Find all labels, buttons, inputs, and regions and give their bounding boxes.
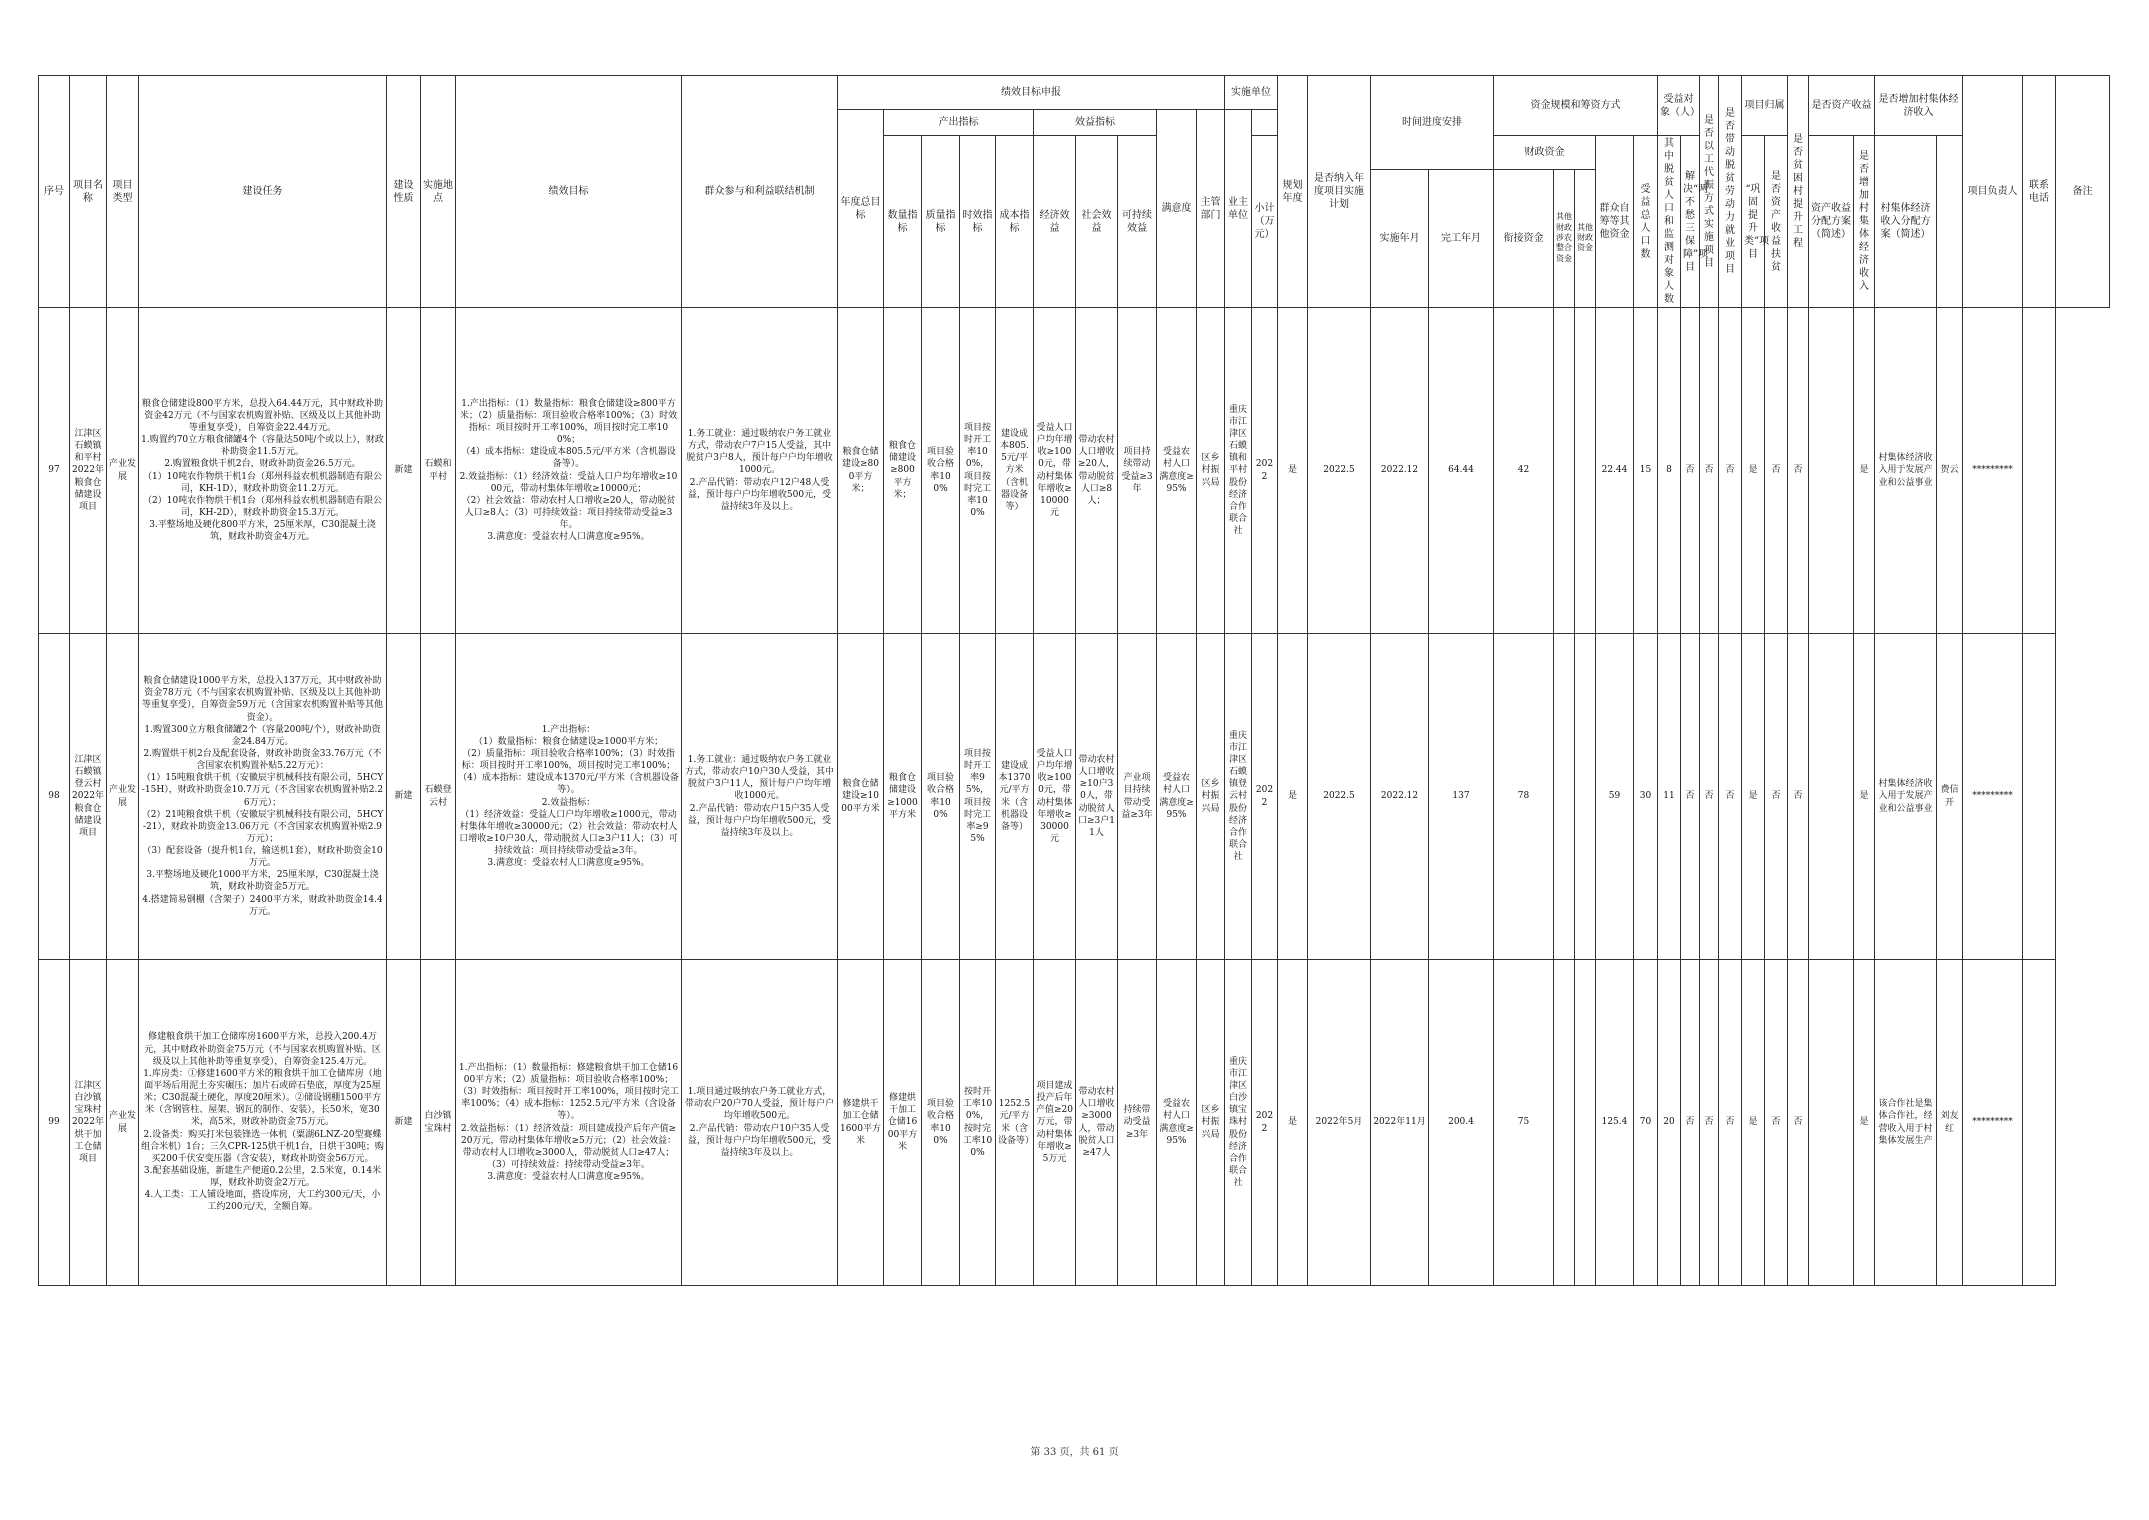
- cell-timeliness: 按时开工率100%，按时完工率100%: [960, 960, 996, 1286]
- cell-supervisor: 区乡村振兴局: [1197, 634, 1225, 960]
- cell-performance-target: 1.产出指标：（1）数量指标：粮食仓储建设≥800平方米；（2）质量指标：项目验收合格率100%；（3）时效指标：项目按时开工率100%，项目按时完工率100%； （4）成本指标：建设成本805.5元/平方米（含机器设备等）。 2.效益指标：（1）经济效益：受益人口户均年增收≥1000元，带动村集体年增收≥10000元； （2）社会效益：带动农村人口增收≥20人，带动脱贫人口≥8人；（3）可持续效益：项目持续带动受益≥3年。 3.满意度：受益农村人口满意度≥95%。: [456, 308, 682, 634]
- cell-consolidate: 是: [1742, 634, 1765, 960]
- cell-quality: 项目验收合格率100%: [922, 634, 960, 960]
- cell-other-fiscal: [1575, 308, 1596, 634]
- hdr-asset-income: 是否资产收益: [1809, 76, 1875, 136]
- cell-remarks: [2023, 634, 2056, 960]
- hdr-village-income: 是否增加村集体经济收入: [1875, 76, 1963, 136]
- table-row: [39, 634, 2110, 960]
- hdr-cost: 成本指标: [996, 136, 1034, 308]
- cell-economic: 项目建成投产后年产值≥20万元，带动村集体年增收≥5万元: [1034, 960, 1076, 1286]
- hdr-impl-unit: 实施单位: [1225, 76, 1278, 110]
- cell-manager: 费信开: [1937, 634, 1963, 960]
- cell-construction-task: 修建粮食烘干加工仓储库房1600平方米，总投入200.4万元，其中财政补助资金75万元（不与国家农机购置补贴、区级及以上其他补助等重复享受），自筹资金125.4万元。 1.库房类：①修建1600平方米的粮食烘干加工仓储库房（地面平场后用泥土夯实碾压；加片石或碎石垫底，厚度为25厘米；C30混凝土硬化，厚度20厘米）。②储设钢棚1500平方米（含钢管柱、屋架、钢瓦的制作、安装），长50米，宽30米，高5米，财政补助资金75万元。 2.设备类：购买打米包装锋选一体机（粟湖6LNZ-20型赛蝶组合米机）1台；三久CPR-125烘干机1台，日烘干30吨；购买200千伏安变压器（含安装），财政补助资金56万元。 3.配套基础设施，新建生产便道0.2公里，2.5米宽，0.14米厚，财政补助资金2万元。 4.人工类：工人铺设地面，搭设库房，大工约300元/天，小工约200元/天，全额自筹。: [139, 960, 387, 1286]
- cell-project-name: 江津区石蟆镇登云村2022年粮食仓储建设项目: [70, 634, 107, 960]
- cell-asset-plan: [1809, 308, 1854, 634]
- cell-two-worries: 否: [1719, 960, 1742, 1286]
- cell-work-relief: 否: [1681, 308, 1700, 634]
- cell-project-type: 产业发展: [107, 308, 139, 634]
- cell-owner: 重庆市江津区石蟆镇和平村股份经济合作联合社: [1225, 308, 1252, 634]
- hdr-mass-participation: 群众参与和利益联结机制: [682, 76, 838, 308]
- cell-sustainable: 持续带动受益≥3年: [1118, 960, 1157, 1286]
- cell-project-name: 江津区白沙镇宝珠村2022年烘干加工仓储项目: [70, 960, 107, 1286]
- cell-supervisor: 区乡村振兴局: [1197, 960, 1225, 1286]
- cell-self-raised: 125.4: [1596, 960, 1634, 1286]
- cell-seq: 99: [39, 960, 70, 1286]
- cell-plan-year: 2022: [1252, 634, 1278, 960]
- cell-timeliness: 项目按时开工率100%，项目按时完工率100%: [960, 308, 996, 634]
- cell-project-name: 江津区石蟆镇和平村2022年粮食仓储建设项目: [70, 308, 107, 634]
- cell-increase: 是: [1854, 960, 1875, 1286]
- cell-two-worries: 否: [1719, 634, 1742, 960]
- cell-income-plan: 该合作社是集体合作社，经营收入用于村集体发展生产: [1875, 960, 1937, 1286]
- hdr-benefit: 效益指标: [1034, 110, 1157, 136]
- cell-poverty-help: 否: [1700, 308, 1719, 634]
- cell-other-fiscal: [1575, 634, 1596, 960]
- hdr-poverty-help: 是否带动脱贫劳动力就业项目: [1719, 76, 1742, 308]
- cell-satisfaction: 受益农村人口满意度≥95%: [1157, 634, 1197, 960]
- cell-location: 白沙镇宝珠村: [421, 960, 456, 1286]
- cell-infra: 否: [1765, 308, 1788, 634]
- cell-annual-total: 修建烘干加工仓储1600平方米: [838, 960, 884, 1286]
- hdr-social: 社会效益: [1076, 136, 1118, 308]
- cell-cost: 1252.5元/平方米（含设备等）: [996, 960, 1034, 1286]
- cell-construction-task: 粮食仓储建设1000平方米，总投入137万元，其中财政补助资金78万元（不与国家农机购置补贴、区级及以上其他补助等重复享受），自筹资金59万元（含国家农机购置补贴等其他资金）。 1.购置300立方粮食储罐2个（容量200吨/个），财政补助资金24.84万元。 2.购置烘干机2台及配套设备，财政补助资金33.76万元（不含国家农机购置补贴5.22万元）： （1）15吨粮食烘干机（安徽辰宇机械科技有限公司，5HCY-15H），财政补助资金10.7万元（不含国家农机购置补贴2.26万元）； （2）21吨粮食烘干机（安徽辰宇机械科技有限公司，5HCY-21），财政补助资金13.06万元（不含国家农机购置补贴2.9万元）； （3）配套设备（提升机1台，输送机1套），财政补助资金10万元。 3.平整场地及硬化1000平方米，25厘米厚，C30混凝土浇筑，财政补助资金5万元。 4.搭建简易钢棚（含架子）2400平方米，财政补助资金14.4万元。: [139, 634, 387, 960]
- cell-social: 带动农村人口增收≥20人，带动脱贫人口≥8人；: [1076, 308, 1118, 634]
- cell-start: 2022年5月: [1308, 960, 1371, 1286]
- cell-two-worries: 否: [1719, 308, 1742, 634]
- cell-linked: 78: [1494, 634, 1554, 960]
- cell-asset-help: 否: [1788, 634, 1809, 960]
- cell-increase: 是: [1854, 308, 1875, 634]
- hdr-consolidate: “巩固提升类”项目: [1742, 136, 1765, 308]
- cell-self-raised: 59: [1596, 634, 1634, 960]
- cell-satisfaction: 受益农村人口满意度≥95%: [1157, 960, 1197, 1286]
- cell-mass-participation: 1.务工就业：通过吸纳农户务工就业方式，带动农户10户30人受益，其中脱贫户3户11人，预计每户户均年增收1000元。 2.产品代销：带动农户15户35人受益，预计每户户均年增收500元，受益持续3年及以上。: [682, 634, 838, 960]
- cell-plan-year: 2022: [1252, 308, 1278, 634]
- cell-remarks: [2023, 308, 2056, 634]
- hdr-schedule: 时间进度安排: [1371, 76, 1494, 170]
- cell-increase: 是: [1854, 634, 1875, 960]
- hdr-linked: 衔接资金: [1494, 169, 1554, 307]
- cell-asset-plan: [1809, 960, 1854, 1286]
- cell-end: 2022.12: [1371, 308, 1429, 634]
- cell-mass-participation: 1.务工就业：通过吸纳农户务工就业方式，带动农户7户15人受益，其中脱贫户3户8人，预计每户户均年增收1000元。 2.产品代销：带动农户12户48人受益，预计每户户均年增收500元，受益持续3年及以上。: [682, 308, 838, 634]
- cell-poverty-people: 20: [1658, 960, 1681, 1286]
- cell-included: 是: [1278, 634, 1308, 960]
- cell-construction-task: 粮食仓储建设800平方米，总投入64.44万元，其中财政补助资金42万元（不与国家农机购置补贴、区级及以上其他补助等重复享受），自筹资金22.44万元。 1.购置约70立方粮食储罐4个（容量达50吨/个或以上），财政补助资金11.5万元。 2.购置粮食烘干机2台，财政补助资金26.5万元。 （1）10吨农作物烘干机1台（郑州科益农机机器制造有限公司，KH-1D），财政补助资金11.2万元。 （2）10吨农作物烘干机1台（郑州科益农机机器制造有限公司，KH-2D），财政补助资金15.3万元。 3.平整场地及硬化800平方米，25厘米厚，C30混凝土浇筑，财政补助资金4万元。: [139, 308, 387, 634]
- cell-timeliness: 项目按时开工率95%，项目按时完工率≥95%: [960, 634, 996, 960]
- cell-social: 带动农村人口增收≥3000人，带动脱贫人口≥47人: [1076, 960, 1118, 1286]
- cell-consolidate: 是: [1742, 960, 1765, 1286]
- hdr-quality: 质量指标: [922, 136, 960, 308]
- cell-subtotal: 200.4: [1429, 960, 1494, 1286]
- hdr-total-people: 受益总人口数: [1634, 136, 1658, 308]
- hdr-sustainable: 可持续效益: [1118, 136, 1157, 308]
- cell-quality: 项目验收合格率100%: [922, 960, 960, 1286]
- cell-included: 是: [1278, 308, 1308, 634]
- hdr-start: 实施年月: [1371, 169, 1429, 307]
- cell-quantity: 粮食仓储建设≥1000平方米: [884, 634, 922, 960]
- cell-poverty-help: 否: [1700, 634, 1719, 960]
- hdr-increase: 是否增加村集体经济收入: [1854, 136, 1875, 308]
- hdr-location: 实施地点: [421, 76, 456, 308]
- hdr-construction-task: 建设任务: [139, 76, 387, 308]
- cell-income-plan: 村集体经济收入用于发展产业和公益事业: [1875, 634, 1937, 960]
- hdr-economic: 经济效益: [1034, 136, 1076, 308]
- cell-social: 带动农村人口增收≥10户30人，带动脱贫人口≥3户11人: [1076, 634, 1118, 960]
- hdr-subtotal: 小计（万元）: [1252, 136, 1278, 308]
- hdr-work-relief: 是否以工代赈方式实施项目: [1700, 76, 1719, 308]
- cell-cost: 建设成本1370元/平方米（含机器设备等）: [996, 634, 1034, 960]
- cell-income-plan: 村集体经济收入用于发展产业和公益事业: [1875, 308, 1937, 634]
- cell-project-type: 产业发展: [107, 634, 139, 960]
- cell-quantity: 粮食仓储建设≥800平方米；: [884, 308, 922, 634]
- hdr-attribution: 项目归属: [1742, 76, 1788, 136]
- cell-poverty-people: 11: [1658, 634, 1681, 960]
- cell-seq: 98: [39, 634, 70, 960]
- cell-subtotal: 137: [1429, 634, 1494, 960]
- cell-asset-plan: [1809, 634, 1854, 960]
- table-body: [39, 308, 2110, 1286]
- table-row: [39, 960, 2110, 1286]
- hdr-self-raised: 群众自筹等其他资金: [1596, 136, 1634, 308]
- hdr-project-type: 项目类型: [107, 76, 139, 308]
- cell-plan-year: 2022: [1252, 960, 1278, 1286]
- cell-phone: *********: [1963, 308, 2023, 634]
- cell-infra: 否: [1765, 634, 1788, 960]
- hdr-annual-total: 年度总目标: [838, 110, 884, 308]
- hdr-perf-declare: 绩效目标申报: [838, 76, 1225, 110]
- hdr-asset-help: 是否资产收益扶贫: [1765, 136, 1788, 308]
- hdr-beneficiaries: 受益对象（人）: [1658, 76, 1700, 136]
- cell-construction-nature: 新建: [387, 308, 421, 634]
- cell-quantity: 修建烘干加工仓储1600平方米: [884, 960, 922, 1286]
- page-footer: 第 33 页，共 61 页: [1030, 1447, 1119, 1458]
- project-table: [38, 75, 2110, 1286]
- cell-other-fiscal: [1575, 960, 1596, 1286]
- cell-sustainable: 项目持续带动受益≥3年: [1118, 308, 1157, 634]
- cell-poverty-help: 否: [1700, 960, 1719, 1286]
- cell-economic: 受益人口户均年增收≥1000元，带动村集体年增收≥10000元: [1034, 308, 1076, 634]
- cell-performance-target: 1.产出指标：（1）数量指标：修建粮食烘干加工仓储1600平方米；（2）质量指标：项目验收合格率100%；（3）时效指标：项目按时开工率100%，项目按时完工率100%；（4）成本指标：1252.5元/平方米（含设备等）。 2.效益指标：（1）经济效益：项目建成投产后年产值≥20万元，带动村集体年增收≥5万元；（2）社会效益：带动农村人口增收≥3000人，带动脱贫人口≥47人；（3）可持续效益：持续带动受益≥3年。 3.满意度：受益农村人口满意度≥95%。: [456, 960, 682, 1286]
- cell-other-agri: [1554, 308, 1575, 634]
- cell-annual-total: 粮食仓储建设≥1000平方米: [838, 634, 884, 960]
- cell-start: 2022.5: [1308, 308, 1371, 634]
- cell-work-relief: 否: [1681, 634, 1700, 960]
- cell-seq: 97: [39, 308, 70, 634]
- hdr-fiscal: 财政资金: [1494, 136, 1596, 170]
- hdr-phone: 联系电话: [2023, 76, 2056, 308]
- cell-project-type: 产业发展: [107, 960, 139, 1286]
- hdr-performance-target: 绩效目标: [456, 76, 682, 308]
- hdr-poverty-people: 其中脱贫人口和监测对象人数: [1658, 136, 1681, 308]
- cell-end: 2022.12: [1371, 634, 1429, 960]
- hdr-asset-plan: 资产收益分配方案（简述）: [1809, 136, 1854, 308]
- cell-annual-total: 粮食仓储建设≥800平方米；: [838, 308, 884, 634]
- hdr-quantity: 数量指标: [884, 136, 922, 308]
- cell-manager: 贺云: [1937, 308, 1963, 634]
- hdr-supervisor: 主管部门: [1197, 110, 1225, 308]
- cell-consolidate: 是: [1742, 308, 1765, 634]
- hdr-construction-nature: 建设性质: [387, 76, 421, 308]
- hdr-seq: 序号: [39, 76, 70, 308]
- cell-work-relief: 否: [1681, 960, 1700, 1286]
- hdr-two-worries: 解决“两不愁三保障”项目: [1681, 136, 1700, 308]
- cell-quality: 项目验收合格率100%: [922, 308, 960, 634]
- hdr-income-plan: 村集体经济收入分配方案（简述）: [1875, 136, 1937, 308]
- cell-mass-participation: 1.项目通过吸纳农户务工就业方式，带动农户20户70人受益，预计每户户均年增收500元。 2.产品代销：带动农户10户35人受益，预计每户户均年增收500元，受益持续3年及以上。: [682, 960, 838, 1286]
- hdr-output: 产出指标: [884, 110, 1034, 136]
- cell-supervisor: 区乡村振兴局: [1197, 308, 1225, 634]
- cell-owner: 重庆市江津区白沙镇宝珠村股份经济合作联合社: [1225, 960, 1252, 1286]
- cell-total-people: 30: [1634, 634, 1658, 960]
- cell-construction-nature: 新建: [387, 960, 421, 1286]
- hdr-plan-year: 规划年度: [1278, 76, 1308, 308]
- cell-asset-help: 否: [1788, 960, 1809, 1286]
- project-table-sheet: [38, 75, 2110, 1286]
- hdr-timeliness: 时效指标: [960, 136, 996, 308]
- hdr-other-fiscal: 其他财政资金: [1575, 169, 1596, 307]
- cell-included: 是: [1278, 960, 1308, 1286]
- cell-total-people: 15: [1634, 308, 1658, 634]
- cell-cost: 建设成本805.5元/平方米（含机器设备等）: [996, 308, 1034, 634]
- cell-subtotal: 64.44: [1429, 308, 1494, 634]
- hdr-manager: 项目负责人: [1963, 76, 2023, 308]
- cell-manager: 刘友红: [1937, 960, 1963, 1286]
- cell-location: 石蟆和平村: [421, 308, 456, 634]
- cell-economic: 受益人口户均年增收≥1000元，带动村集体年增收≥30000元: [1034, 634, 1076, 960]
- cell-linked: 42: [1494, 308, 1554, 634]
- cell-start: 2022.5: [1308, 634, 1371, 960]
- cell-asset-help: 否: [1788, 308, 1809, 634]
- hdr-funds: 资金规模和筹资方式: [1494, 76, 1658, 136]
- cell-total-people: 70: [1634, 960, 1658, 1286]
- cell-sustainable: 产业项目持续带动受益≥3年: [1118, 634, 1157, 960]
- cell-other-agri: [1554, 960, 1575, 1286]
- cell-location: 石蟆登云村: [421, 634, 456, 960]
- hdr-other-agri: 其他财政涉农整合资金: [1554, 169, 1575, 307]
- cell-phone: *********: [1963, 634, 2023, 960]
- cell-remarks: [2023, 960, 2056, 1286]
- hdr-satisfaction: 满意度: [1157, 110, 1197, 308]
- hdr-end: 完工年月: [1429, 169, 1494, 307]
- cell-self-raised: 22.44: [1596, 308, 1634, 634]
- hdr-project-name: 项目名称: [70, 76, 107, 308]
- cell-end: 2022年11月: [1371, 960, 1429, 1286]
- cell-poverty-people: 8: [1658, 308, 1681, 634]
- cell-other-agri: [1554, 634, 1575, 960]
- cell-satisfaction: 受益农村人口满意度≥95%: [1157, 308, 1197, 634]
- hdr-owner: 业主单位: [1225, 110, 1252, 308]
- cell-linked: 75: [1494, 960, 1554, 1286]
- cell-performance-target: 1.产出指标： （1）数量指标：粮食仓储建设≥1000平方米； （2）质量指标：项目验收合格率100%；（3）时效指标：项目按时开工率100%，项目按时完工率100%；（4）成本指标：建设成本1370元/平方米（含机器设备等）。 2.效益指标： （1）经济效益：受益人口户均年增收≥1000元，带动村集体年增收≥30000元；（2）社会效益：带动农村人口增收≥10户30人，带动脱贫人口≥3户11人；（3）可持续效益：项目持续带动受益≥3年。 3.满意度：受益农村人口满意度≥95%。: [456, 634, 682, 960]
- hdr-included: 是否纳入年度项目实施计划: [1308, 76, 1371, 308]
- hdr-infra: 是否贫困村提升工程: [1788, 76, 1809, 308]
- cell-infra: 否: [1765, 960, 1788, 1286]
- table-row: [39, 308, 2110, 634]
- cell-owner: 重庆市江津区石蟆镇登云村股份经济合作联合社: [1225, 634, 1252, 960]
- hdr-remarks: 备注: [2056, 76, 2110, 308]
- cell-phone: *********: [1963, 960, 2023, 1286]
- cell-construction-nature: 新建: [387, 634, 421, 960]
